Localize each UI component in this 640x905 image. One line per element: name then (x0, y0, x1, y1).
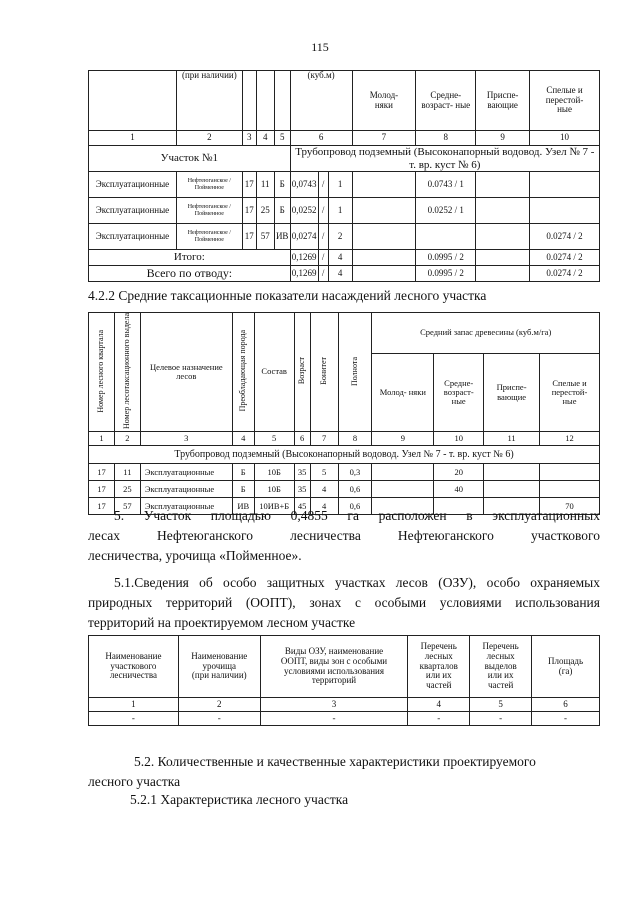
paragraph-5: 5. Участок площадью 0,4855 га расположен в эксплуатационных лесах Нефтеюганского лесничества Нефтеюганского участкового лесничества, урочища «Пойменное». (88, 508, 600, 563)
t3-header-tract: Наименование урочища (при наличии) (178, 636, 260, 698)
ozu-table (88, 635, 600, 726)
table-row: Эксплуатационные Нефтеюганское / Пойменное 17 11 Б 0,0743 / 1 0.0743 / 1 (89, 172, 600, 198)
t3-number-row: 1 2 3 4 5 6 (89, 698, 600, 712)
table-row: Эксплуатационные Нефтеюганское / Пойменное 17 57 ИВ 0,0274 / 2 0.0274 / 2 (89, 224, 600, 250)
table-row: Эксплуатационные Нефтеюганское / Пойменное 17 25 Б 0,0252 / 1 0.0252 / 1 (89, 198, 600, 224)
t1-header-young: Молод- няки (352, 71, 416, 131)
table-row: 17 25 Эксплуатационные Б 10Б 35 4 0,6 40 (89, 481, 600, 498)
t2-header-prisp: Приспе- вающие (484, 353, 540, 432)
t3-header-ozu: Виды ОЗУ, наименование ООПТ, виды зон с особыми условиями использования территорий (260, 636, 408, 698)
t2-header-mid: Средне- возраст- ные (434, 353, 484, 432)
table-row: 17 57 Эксплуатационные ИВ 10ИВ+Б 45 4 0,6 70 (89, 498, 600, 515)
paragraph-5-1: 5.1.Сведения об особо защитных участках лесов (ОЗУ), особо охраняемых природных территорий (ООПТ), зонах с особыми условиями использования территорий на проектируемом лесном участке (88, 575, 600, 630)
t1-header-c6: (куб.м) (290, 71, 352, 131)
t2-header-spel: Спелые и перестой- ные (540, 353, 600, 432)
t3-header-forestry: Наименование участкового лесничества (89, 636, 179, 698)
t1-header-c1 (89, 71, 177, 131)
t2-header-vyd: Номер лесотаксационного выдела (114, 313, 140, 432)
t3-header-sections: Перечень лесных выделов или их частей (470, 636, 532, 698)
t3-header-area: Площадь (га) (532, 636, 600, 698)
t1-section-title: Трубопровод подземный (Высоконапорный водовод. Узел № 7 - т. вр. куст № 6) (290, 146, 599, 172)
t2-header-zapas: Средний запас древесины (куб.м/га) (372, 313, 600, 354)
taxation-table (88, 312, 600, 515)
t3-header-quarters: Перечень лесных кварталов или их частей (408, 636, 470, 698)
t2-header-por: Преобладающая порода (232, 313, 254, 432)
table-row: - - - - - - (89, 712, 600, 726)
t1-number-row: 1 2 3 4 5 6 7 8 9 10 (89, 131, 600, 146)
t2-header-age: Возраст (294, 313, 310, 432)
t1-header-spel: Спелые и перестой- ные (530, 71, 600, 131)
t2-header-sostav: Состав (254, 313, 294, 432)
heading-4-2-2: 4.2.2 Средние таксационные показатели насаждений лесного участка (88, 288, 487, 303)
t1-header-c2: (при наличии) (176, 71, 242, 131)
t1-itogo-row: Итого: 0,1269 / 4 0.0995 / 2 0.0274 / 2 (89, 250, 600, 266)
paragraph-5-2: 5.2. Количественные и качественные характеристики проектируемого лесного участка (88, 754, 536, 789)
t1-header-prisp: Приспе- вающие (476, 71, 530, 131)
heading-5-2-1: 5.2.1 Характеристика лесного участка (130, 792, 349, 807)
t1-vsego-row: Всего по отводу: 0,1269 / 4 0.0995 / 2 0.0274 / 2 (89, 266, 600, 282)
page-number: 115 (311, 40, 329, 54)
t2-header-bonitet: Бонитет (310, 313, 338, 432)
t1-section-left: Участок №1 (89, 146, 291, 172)
t2-section-title: Трубопровод подземный (Высоконапорный водовод. Узел № 7 - т. вр. куст № 6) (89, 446, 600, 464)
t2-header-kv: Номер лесного квартала (89, 313, 115, 432)
t2-header-purpose: Целевое назначение лесов (140, 313, 232, 432)
t2-header-young: Молод- няки (372, 353, 434, 432)
table-row: 17 11 Эксплуатационные Б 10Б 35 5 0,3 20 (89, 464, 600, 481)
felling-volume-table (88, 70, 600, 282)
t2-number-row: 1 2 3 4 5 6 7 8 9 10 11 12 (89, 432, 600, 446)
t1-header-mid: Средне- возраст- ные (416, 71, 476, 131)
t2-header-polnota: Полнота (338, 313, 372, 432)
